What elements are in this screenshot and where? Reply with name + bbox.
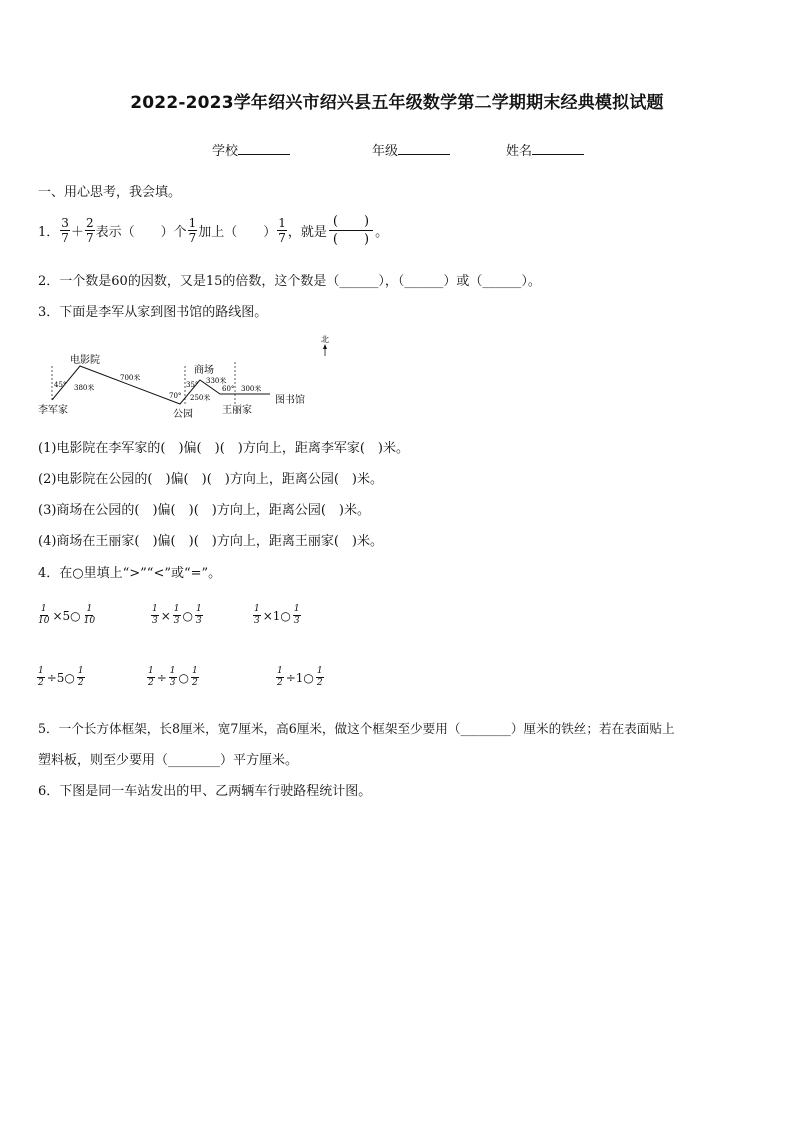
q1-text-1: 表示（ ）个 — [95, 225, 187, 240]
compare-item[interactable]: $\frac{1}{2}$ ÷1○ $\frac{1}{2}$ — [277, 666, 323, 688]
section-heading: 一、用心思考，我会填。 — [38, 185, 182, 200]
name-blank[interactable] — [532, 142, 584, 155]
distance-label: 300米 — [241, 385, 262, 393]
fraction: $\frac{1}{7}$ — [188, 216, 197, 245]
place-cinema: 电影院 — [70, 355, 100, 366]
question-1 — [38, 213, 388, 248]
question-3: 3．下面是李军从家到图书馆的路线图。 — [38, 305, 268, 320]
place-library: 图书馆 — [275, 395, 305, 406]
place-wang-home: 王丽家 — [222, 405, 252, 416]
q1-text-2: 加上（ ） — [198, 225, 277, 240]
distance-label: 700米 — [120, 374, 141, 382]
school-label: 学校 — [212, 144, 239, 159]
page-title: 2022-2023学年绍兴市绍兴县五年级数学第二学期期末经典模拟试题 — [130, 93, 664, 113]
fraction: $\frac{1}{7}$ — [278, 216, 286, 245]
distance-label: 380米 — [74, 384, 95, 392]
place-home: 李军家 — [38, 405, 68, 416]
name-label: 姓名 — [506, 144, 533, 159]
north-label: 北 — [321, 335, 329, 344]
name-field — [506, 140, 584, 159]
q3-sub-4: (4)商场在王丽家( )偏( )( )方向上，距离王丽家( )米。 — [38, 534, 383, 549]
grade-blank[interactable] — [398, 142, 450, 155]
plus-sign: ＋ — [70, 225, 84, 240]
distance-label: 250米 — [190, 394, 211, 402]
q3-sub-1: (1)电影院在李军家的( )偏( )( )方向上，距离李军家( )米。 — [38, 441, 409, 456]
angle-label: 60° — [222, 385, 235, 393]
question-4: 4．在○里填上“>”“<”或“=”。 — [38, 566, 222, 581]
question-2: 2．一个数是60的因数，又是15的倍数，这个数是（______），（______）或（______）。 — [38, 274, 541, 289]
q3-sub-2: (2)电影院在公园的( )偏( )( )方向上，距离公园( )米。 — [38, 472, 383, 487]
question-5-line-2: 塑料板，则至少要用（________）平方厘米。 — [38, 753, 299, 768]
fraction: $\frac{2}{7}$ — [85, 216, 94, 245]
answer-fraction-blank[interactable]: $\frac{( )}{( )}$ — [329, 213, 373, 248]
north-arrowhead-icon — [323, 344, 327, 349]
school-blank[interactable] — [238, 142, 290, 155]
angle-label: 35° — [186, 381, 199, 389]
question-6: 6．下图是同一车站发出的甲、乙两辆车行驶路程统计图。 — [38, 784, 372, 799]
compare-item[interactable]: $\frac{1}{3}$ ×1○ $\frac{1}{3}$ — [254, 604, 300, 626]
compare-item[interactable]: $\frac{1}{2}$ ÷ $\frac{1}{3}$ ○ $\frac{1}{2}$ — [148, 666, 198, 688]
q3-sub-3: (3)商场在公园的( )偏( )( )方向上，距离公园( )米。 — [38, 503, 370, 518]
angle-label: 70° — [169, 392, 182, 400]
route-map — [30, 330, 330, 422]
place-park: 公园 — [173, 409, 193, 420]
question-5-line-1: 5．一个长方体框架，长8厘米，宽7厘米，高6厘米，做这个框架至少要用（________）厘米的铁丝；若在表面贴上 — [38, 721, 675, 736]
angle-label: 45° — [54, 381, 67, 389]
compare-item[interactable]: $\frac{1}{2}$ ÷5○ $\frac{1}{2}$ — [38, 666, 84, 688]
fraction: $\frac{3}{7}$ — [61, 216, 69, 245]
q1-number: 1． — [38, 225, 60, 240]
compare-item[interactable]: $\frac{1}{3}$ × $\frac{1}{3}$ ○ $\frac{1}{3}$ — [152, 604, 202, 626]
distance-label: 330米 — [206, 377, 227, 385]
q1-text-3: ，就是 — [287, 225, 327, 240]
school-field — [212, 140, 290, 159]
place-mall: 商场 — [194, 365, 214, 376]
compare-item[interactable]: $\frac{1}{10}$ ×5○ $\frac{1}{10}$ — [38, 604, 96, 626]
grade-label: 年级 — [372, 144, 399, 159]
q1-end: 。 — [375, 225, 389, 240]
grade-field — [372, 140, 450, 159]
